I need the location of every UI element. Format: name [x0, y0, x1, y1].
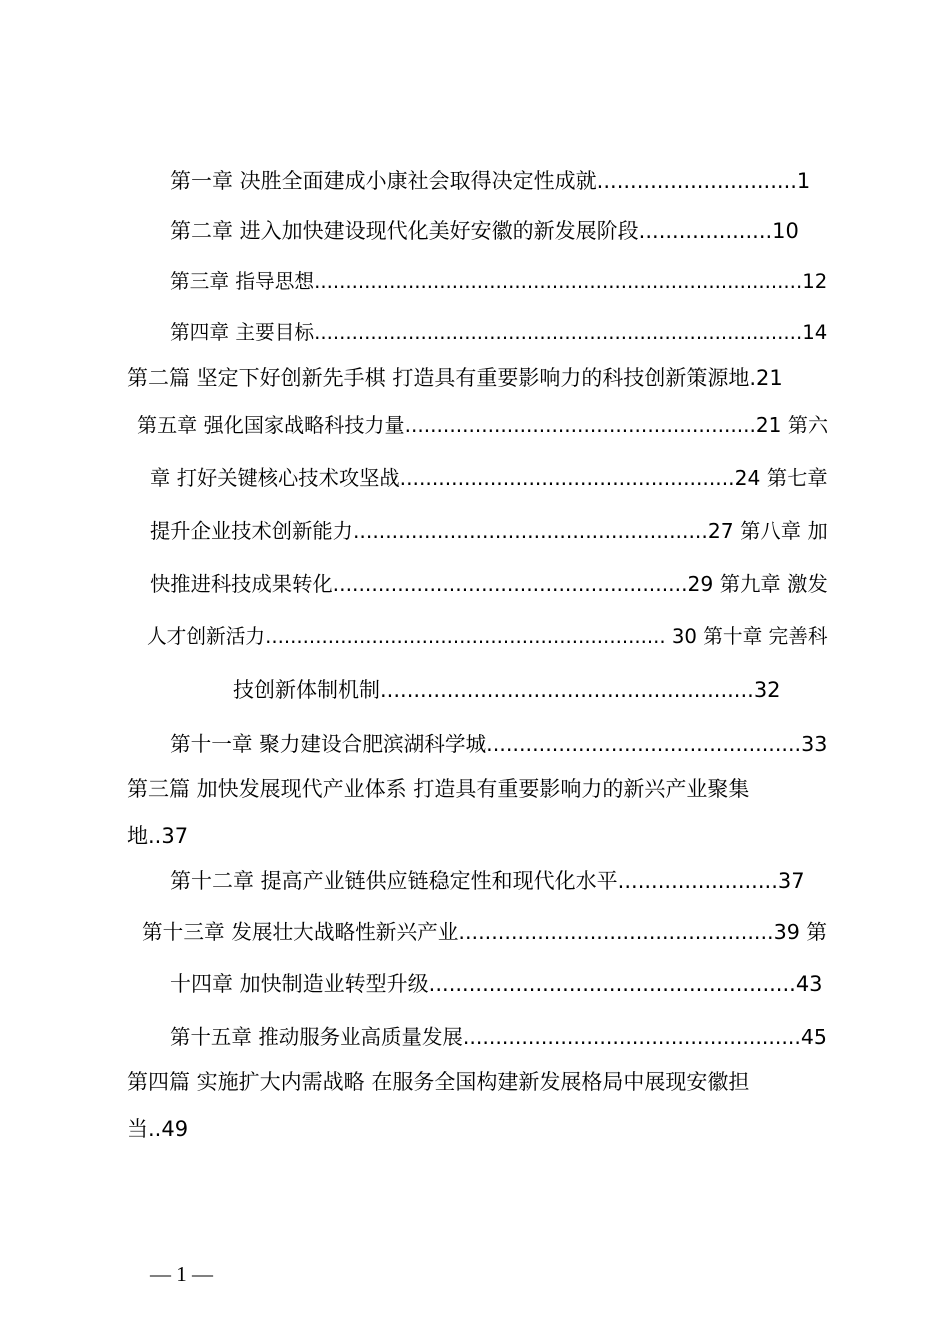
toc-line: 第十一章 聚力建设合肥滨湖科学城................................................33	[170, 732, 828, 756]
toc-line: 第十二章 提高产业链供应链稳定性和现代化水平........................37	[170, 869, 805, 893]
toc-line: 人才创新活力................................................................ 30 第十章 完善科	[147, 625, 828, 648]
toc-line: 技创新体制机制........................................................32	[233, 678, 781, 702]
toc-line: 第五章 强化国家战略科技力量.......................................................21 第六	[137, 413, 829, 437]
toc-line: 第四章 主要目标..............................................................................14	[170, 321, 828, 344]
toc-line: 第四篇 实施扩大内需战略 在服务全国构建新发展格局中展现安徽担	[127, 1070, 750, 1094]
toc-line: 第三篇 加快发展现代产业体系 打造具有重要影响力的新兴产业聚集	[127, 777, 750, 801]
toc-line: 快推进科技成果转化.......................................................29 第九章 激发	[150, 572, 828, 596]
toc-line: 第十五章 推动服务业高质量发展....................................................45	[170, 1025, 827, 1049]
toc-line: 第一章 决胜全面建成小康社会取得决定性成就..............................1	[170, 169, 811, 193]
toc-line: 当..49	[127, 1117, 189, 1141]
toc-line: 第十三章 发展壮大战略性新兴产业................................................39 第	[142, 920, 828, 944]
toc-line: 章 打好关键核心技术攻坚战....................................................24 第七章	[150, 466, 828, 490]
toc-line: 地..37	[127, 824, 189, 848]
toc-line: 十四章 加快制造业转型升级.......................................................43	[170, 972, 823, 996]
toc-line: 提升企业技术创新能力.......................................................27 第八章 加	[150, 519, 828, 543]
toc-line: 第二章 进入加快建设现代化美好安徽的新发展阶段....................10	[170, 219, 799, 243]
page-number: — 1 —	[150, 1262, 213, 1286]
toc-line: 第三章 指导思想..............................................................................12	[170, 270, 828, 293]
toc-line: 第二篇 坚定下好创新先手棋 打造具有重要影响力的科技创新策源地.21	[127, 366, 783, 390]
